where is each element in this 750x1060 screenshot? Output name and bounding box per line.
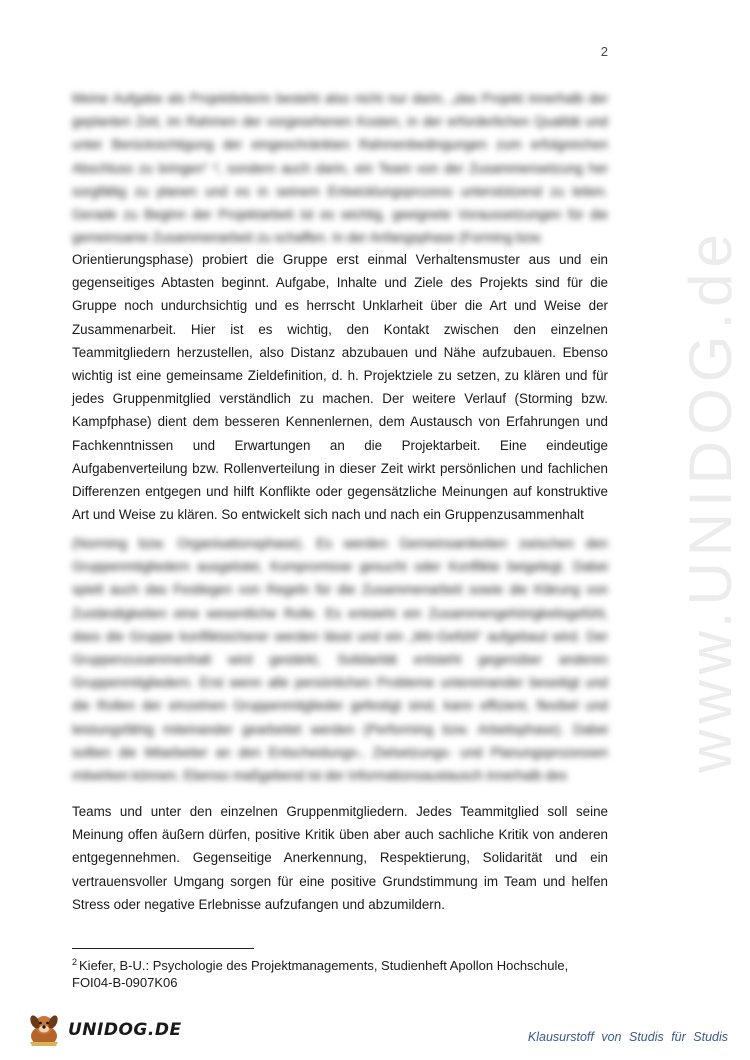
- body-text-middle: Orientierungsphase) probiert die Gruppe erst einmal Verhaltensmuster aus und ein gegenseitiges Abtasten beginnt. Aufgabe, Inhalte und Ziele des Projekts sind für die Gruppe noch undurchsichtig und es herrscht Unklarheit über die Art und Weise der Zusammenarbeit. Hier ist es wichtig, den Kontakt zwischen den einzelnen Teammitgliedern herzustellen, also Distanz abzubauen und Nähe aufzubauen. Ebenso wichtig ist eine gemeinsame Zieldefinition, d. h. Projektziele zu setzen, zu klären und für jedes Gruppenmitglied verständlich zu machen. Der weitere Verlauf (Storming bzw. Kampfphase) dient dem besseren Kennenlernen, dem Austausch von Erfahrungen und Fachkenntnissen und Erwartungen an die Projektarbeit. Eine eindeutige Aufgabenverteilung bzw. Rollenverteilung in dieser Zeit wirkt persönlichen und fachlichen Differenzen entgegen und hilft Konflikte oder gegensätzliche Meinungen auf konstruktive Art und Weise zu klären. So entwickelt sich nach und nach ein Gruppenzusammenhalt: [72, 252, 608, 523]
- footnote-marker: 2: [72, 957, 78, 967]
- logo-text: UNIDOG.DE: [68, 1020, 182, 1040]
- blurred-text-middle: (Norming bzw. Organisationsphase). Es werden Gemeinsamkeiten zwischen den Gruppenmitgliedern ausgelotet, Kompromisse gesucht oder Konflikte beigelegt. Dabei spielt auch das Festlegen von Regeln für die Zusammenarbeit sowie die Klärung von Zuständigkeiten eine wesentliche Rolle. Es entsteht ein Zusammengehörigkeitsgefühl, dass die Gruppe konfliktsicherer werden lässt und ein „Wir-Gefühl“ aufgebaut wird. Der Gruppenzusammenhalt wird gestärkt, Solidarität entsteht gegenüber anderen Gruppenmitgliedern. Erst wenn alle persönlichen Probleme untereinander beseitigt und die Rollen der einzelnen Gruppenmitglieder gefestigt sind, kann effizient, flexibel und leistungsfähig miteinander gearbeitet werden (Performing bzw. Arbeitsphase). Dabei sollten die Mitarbeiter an den Entscheidungs-, Zielsetzungs- und Planungsprozessen mitwirken können. Ebenso maßgebend ist der Informationsaustausch innerhalb des: [72, 536, 608, 784]
- footnote-divider: [72, 948, 254, 949]
- watermark: [585, 227, 750, 773]
- page-number: 2: [600, 44, 608, 59]
- blurred-paragraph-top: [72, 87, 608, 270]
- footer-slogan: Klausurstoff von Studis für Studis: [527, 1030, 728, 1044]
- dog-icon: [24, 1010, 64, 1050]
- readable-paragraph-middle: [72, 248, 608, 526]
- unidog-logo: [24, 1010, 182, 1050]
- watermark-text: www.UNIDOG.de: [676, 227, 744, 773]
- blurred-text-top: Meine Aufgabe als Projektleiterin besteht also nicht nur darin, „das Projekt innerhalb der geplanten Zeit, im Rahmen der vorgesehenen Kosten, in der erforderlichen Qualität und unter Berücksichtigung der eingeschränkten Rahmenbedingungen zum erfolgreichen Abschluss zu bringen“ ², sondern auch darin, ein Team von der Zusammensetzung her sorgfältig zu planen und es in seinem Entwicklungsprozess unterstützend zu leiten. Gerade zu Beginn der Projektarbeit ist es wichtig, geeignete Voraussetzungen für die gemeinsame Zusammenarbeit zu schaffen. In der Anfangsphase (Forming bzw.: [72, 91, 608, 246]
- readable-paragraph-bottom: [72, 800, 608, 916]
- body-text-bottom: Teams und unter den einzelnen Gruppenmitgliedern. Jedes Teammitglied soll seine Meinung offen äußern dürfen, positive Kritik üben aber auch sachliche Kritik von anderen entgegennehmen. Gegenseitige Anerkennung, Respektierung, Solidarität und ein vertrauensvoller Umgang sorgen für eine positive Grundstimmung im Team und helfen Stress oder negative Erlebnisse aufzufangen und abzumildern.: [72, 804, 608, 912]
- blurred-paragraph-middle: [72, 532, 608, 804]
- footnote-text: Kiefer, B-U.: Psychologie des Projektmanagements, Studienheft Apollon Hochschule, FOI04-B-0907K06: [72, 958, 569, 990]
- footnote: [72, 954, 612, 991]
